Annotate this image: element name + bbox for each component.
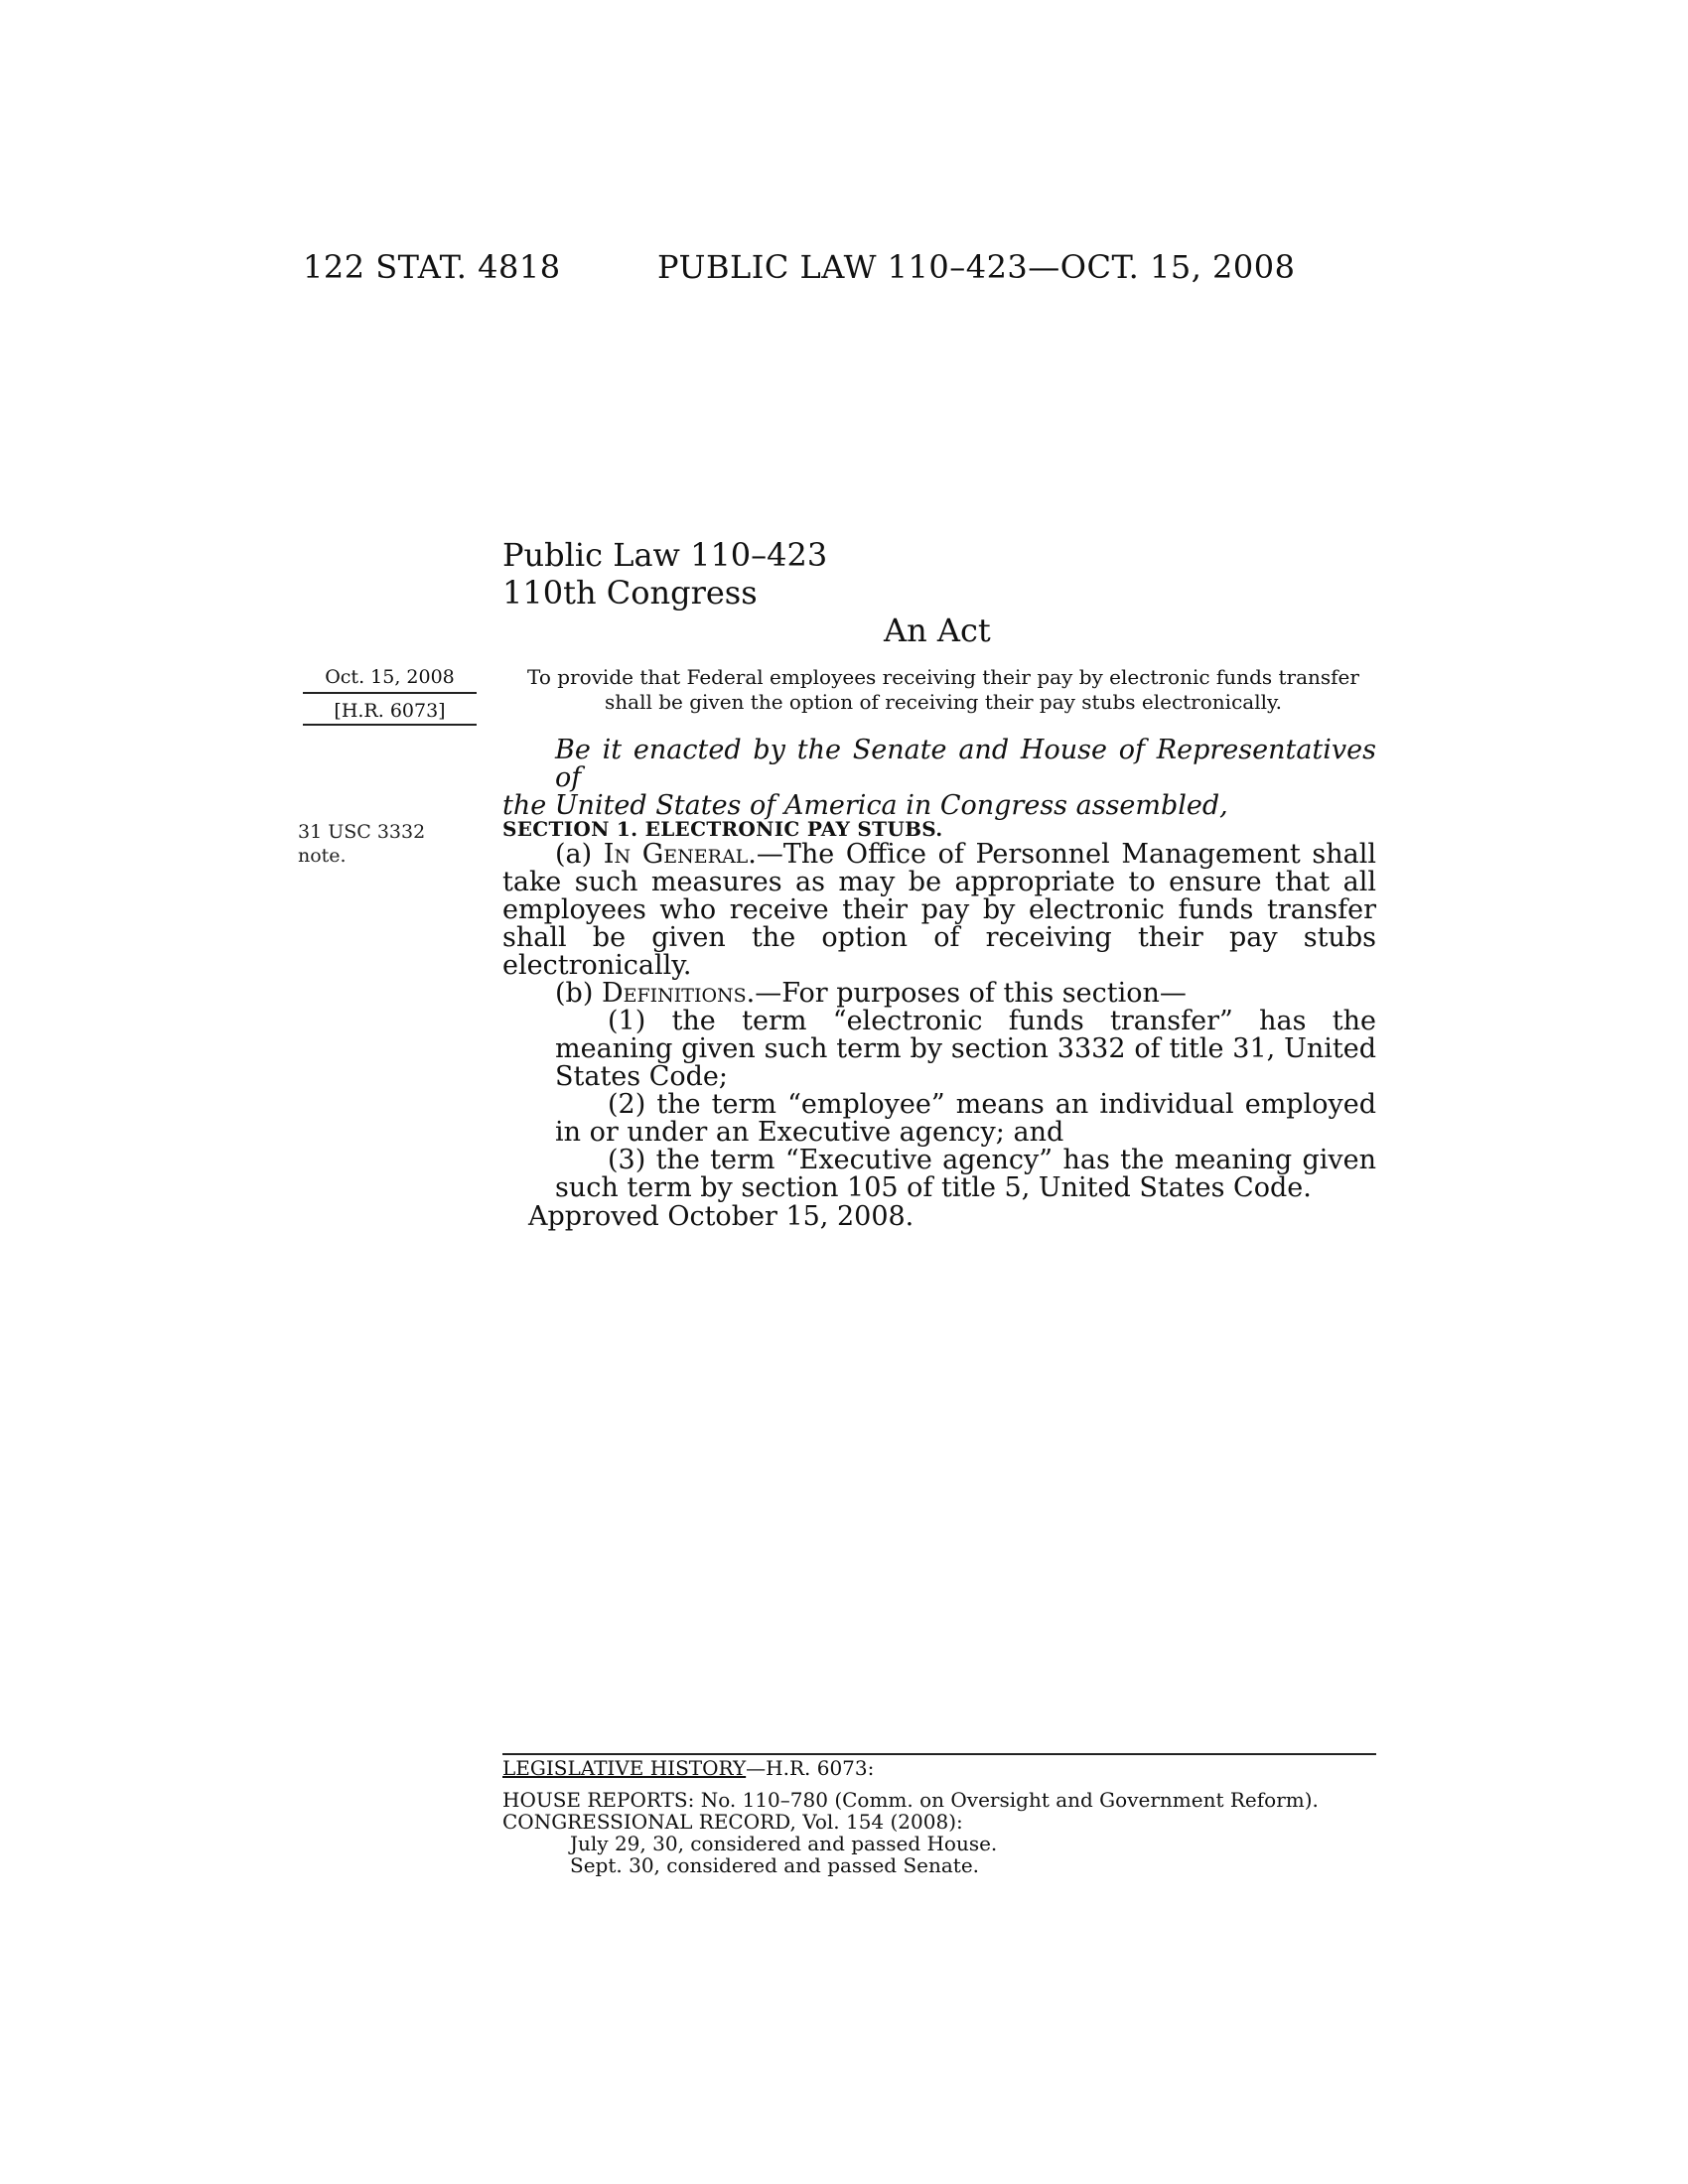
margin-bill-number: [H.R. 6073] bbox=[303, 694, 477, 726]
subsection-b-caption: Definitions bbox=[601, 978, 747, 1009]
house-reports: HOUSE REPORTS: No. 110–780 (Comm. on Oversight and Government Reform). bbox=[502, 1788, 1319, 1812]
enacting-line-2: the United States of America in Congress assembled, bbox=[502, 790, 1228, 821]
usc-note-label: note. bbox=[298, 845, 347, 867]
usc-citation: 31 USC 3332 bbox=[298, 821, 426, 843]
an-act-heading: An Act bbox=[884, 612, 991, 649]
law-number: Public Law 110–423 bbox=[502, 536, 828, 574]
margin-date: Oct. 15, 2008 bbox=[303, 666, 477, 694]
running-head-title: PUBLIC LAW 110–423—OCT. 15, 2008 bbox=[657, 248, 1296, 286]
definition-2: (2) the term “employee” means an individual employed in or under an Executive agency; and bbox=[555, 1089, 1376, 1148]
enacting-line-1: Be it enacted by the Senate and House of Representatives of bbox=[555, 735, 1376, 793]
legislative-history-bill: —H.R. 6073: bbox=[746, 1756, 875, 1780]
congressional-record: CONGRESSIONAL RECORD, Vol. 154 (2008): bbox=[502, 1810, 963, 1834]
subsection-b-text: .—For purposes of this section— bbox=[746, 978, 1187, 1009]
house-action: July 29, 30, considered and passed House. bbox=[570, 1832, 998, 1855]
margin-date-block bbox=[303, 666, 477, 726]
purpose-statement bbox=[516, 665, 1370, 715]
stat-page-number: 122 STAT. 4818 bbox=[303, 248, 561, 286]
definition-3: (3) the term “Executive agency” has the meaning given such term by section 105 of title 5, United States Code. bbox=[555, 1145, 1376, 1203]
subsection-a-text: .—The Office of Personnel Management shall take such measures as may be appropriate to ensure that all employees who receive their pay by electronic funds transfer shall be given the option of receiving their pay stubs electronically. bbox=[502, 839, 1376, 981]
law-title-block bbox=[502, 536, 827, 612]
legislative-history-title bbox=[502, 1757, 1396, 1779]
senate-action: Sept. 30, considered and passed Senate. bbox=[570, 1853, 980, 1877]
purpose-line-1: To provide that Federal employees receiving their pay by electronic funds transfer bbox=[527, 665, 1359, 689]
subsection-b-label: (b) bbox=[555, 978, 602, 1009]
subsection-a-label: (a) bbox=[555, 839, 604, 870]
purpose-line-2: shall be given the option of receiving their pay stubs electronically. bbox=[605, 690, 1282, 714]
legislative-history-label: LEGISLATIVE HISTORY bbox=[502, 1756, 747, 1780]
subsection-b bbox=[502, 980, 1376, 1008]
enacting-clause bbox=[502, 737, 1376, 820]
subsection-a-caption: In General bbox=[603, 839, 749, 870]
definition-1: (1) the term “electronic funds transfer” has the meaning given such term by section 3332 of title 31, United States Code; bbox=[555, 1006, 1376, 1092]
legislative-history bbox=[502, 1757, 1396, 1876]
section-heading: SECTION 1. ELECTRONIC PAY STUBS. bbox=[502, 817, 943, 841]
margin-usc-note bbox=[298, 820, 425, 868]
approval-date: Approved October 15, 2008. bbox=[528, 1201, 914, 1232]
congress-number: 110th Congress bbox=[502, 574, 758, 612]
footnote-rule bbox=[502, 1753, 1376, 1755]
subsection-a bbox=[502, 841, 1376, 980]
section-body bbox=[502, 841, 1376, 1202]
